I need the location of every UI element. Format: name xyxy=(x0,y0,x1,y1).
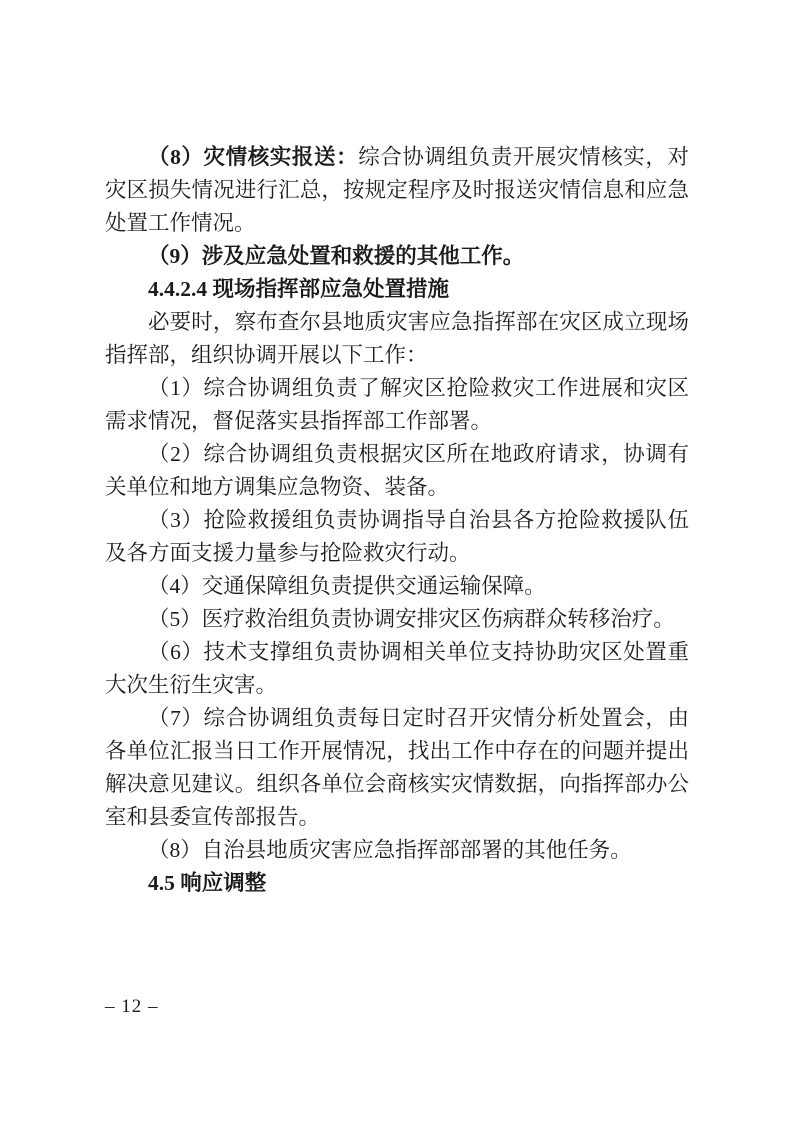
text-run: （1）综合协调组负责了解灾区抢险救灾工作进展和灾区需求情况，督促落实县指挥部工作部署。 xyxy=(105,376,689,433)
item-7-daily-analysis-meeting xyxy=(105,702,689,834)
item-5-medical-group xyxy=(105,603,689,636)
para-onsite-command-intro xyxy=(105,306,689,372)
item-8-disaster-verification-reporting xyxy=(105,141,689,240)
item-1-coordination-group-progress xyxy=(105,372,689,438)
text-run: 综合协调组负责开展灾情核实，对灾区损失情况进行汇总，按规定程序及时报送灾情信息和应急处置工作情况。 xyxy=(105,145,689,235)
text-run: （2）综合协调组负责根据灾区所在地政府请求，协调有关单位和地方调集应急物资、装备。 xyxy=(105,442,689,499)
text-run: 必要时，察布查尔县地质灾害应急指挥部在灾区成立现场指挥部，组织协调开展以下工作： xyxy=(105,310,689,367)
item-8-other-tasks xyxy=(105,834,689,867)
text-run: （3）抢险救援组负责协调指导自治县各方抢险救援队伍及各方面支援力量参与抢险救灾行动。 xyxy=(105,508,689,565)
bold-text-run: 4.5 响应调整 xyxy=(148,871,267,895)
heading-4-5-response-adjustment xyxy=(105,867,689,900)
item-4-transport-group xyxy=(105,570,689,603)
heading-4-4-2-4-onsite-command-measures xyxy=(105,273,689,306)
text-run: （7）综合协调组负责每日定时召开灾情分析处置会，由各单位汇报当日工作开展情况，找出工作中存在的问题并提出解决意见建议。组织各单位会商核实灾情数据，向指挥部办公室和县委宣传部报告。 xyxy=(105,706,689,829)
bold-text-run: （9）涉及应急处置和救援的其他工作。 xyxy=(148,244,525,268)
document-content xyxy=(105,141,689,900)
text-run: （8）自治县地质灾害应急指挥部部署的其他任务。 xyxy=(148,838,632,862)
text-run: （4）交通保障组负责提供交通运输保障。 xyxy=(148,574,546,598)
item-6-technical-support-group xyxy=(105,636,689,702)
bold-text-run: （8）灾情核实报送： xyxy=(148,145,359,169)
page-number: – 12 – xyxy=(105,996,159,1017)
item-2-coordination-group-supplies xyxy=(105,438,689,504)
item-3-rescue-group xyxy=(105,504,689,570)
bold-text-run: 4.4.2.4 现场指挥部应急处置措施 xyxy=(148,277,450,301)
text-run: （5）医疗救治组负责协调安排灾区伤病群众转移治疗。 xyxy=(148,607,675,631)
text-run: （6）技术支撑组负责协调相关单位支持协助灾区处置重大次生衍生灾害。 xyxy=(105,640,689,697)
item-9-other-emergency-work xyxy=(105,240,689,273)
